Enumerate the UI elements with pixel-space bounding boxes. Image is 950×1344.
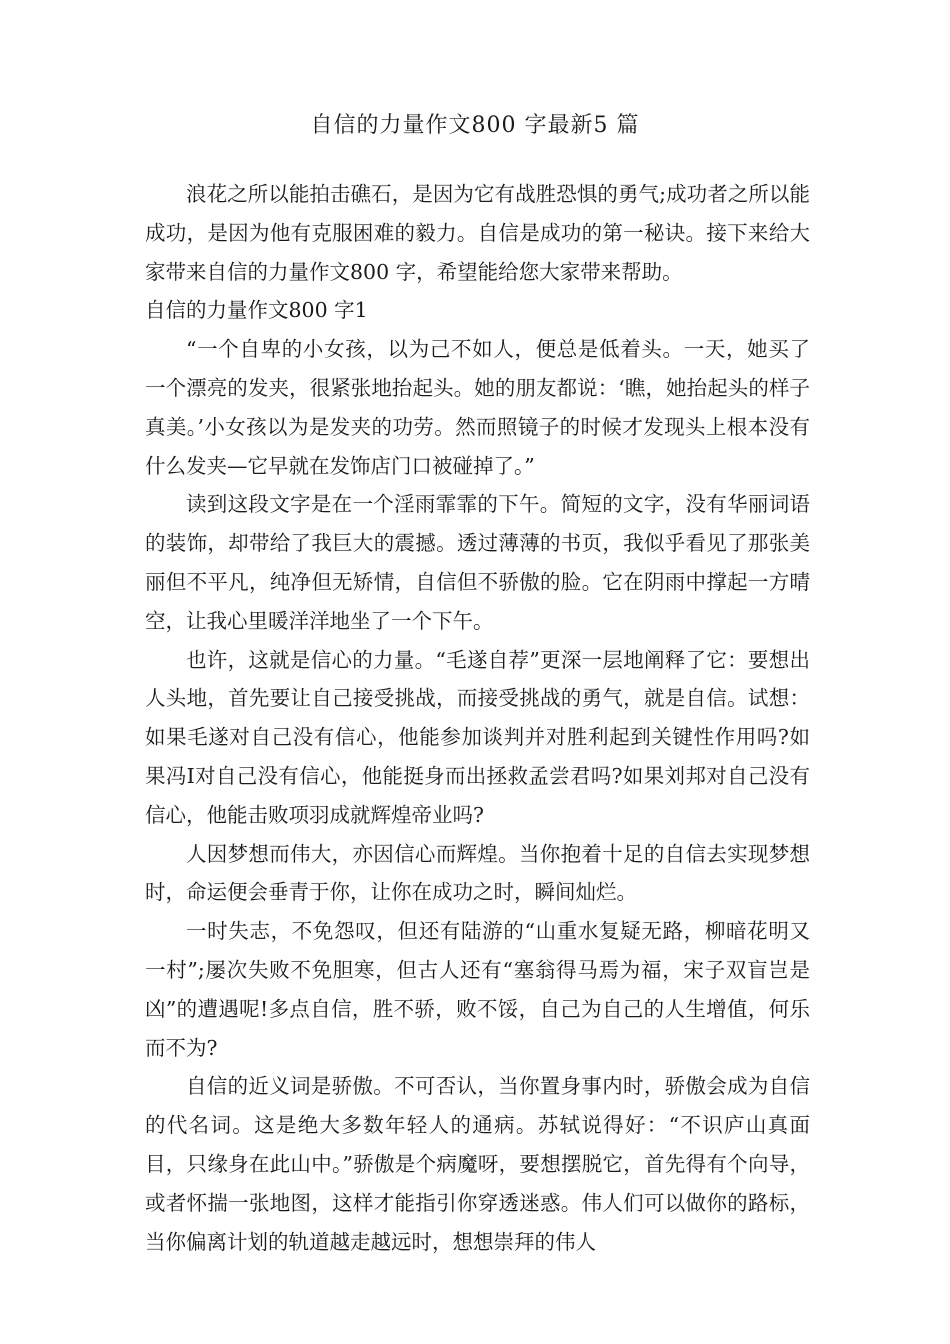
paragraph: 自信的近义词是骄傲。不可否认，当你置身事内时，骄傲会成为自信的代名词。这是绝大多数年轻人的通病。苏轼说得好：“不识庐山真面目，只缘身在此山中。”骄傲是个病魔呀，要想摆脱它，首先得有个向导，或者怀揣一张地图，这样才能指引你穿透迷惑。伟人们可以做你的路标，当你偏离计划的轨道越走越远时，想想崇拜的伟人	[145, 1074, 810, 1254]
paragraph: 也许，这就是信心的力量。“毛遂自荐”更深一层地阐释了它：要想出人头地，首先要让自己接受挑战，而接受挑战的勇气，就是自信。试想：如果毛遂对自己没有信心，他能参加谈判并对胜利起到关键性作用吗?如果冯Ⅰ对自己没有信心，他能挺身而出拯救孟尝君吗?如果刘邦对自己没有信心，他能击败项羽成就辉煌帝业吗?	[145, 647, 810, 827]
paragraph: 一时失志，不免怨叹，但还有陆游的“山重水复疑无路，柳暗花明又一村”;屡次失败不免胆寒，但古人还有“塞翁得马焉为福，宋子双盲岂是凶”的遭遇呢!多点自信，胜不骄，败不馁，自己为自己的人生增值，何乐而不为?	[145, 919, 810, 1060]
document-body	[145, 175, 810, 1261]
paragraph: 人因梦想而伟大，亦因信心而辉煌。当你抱着十足的自信去实现梦想时，命运便会垂青于你，让你在成功之时，瞬间灿烂。	[145, 841, 810, 905]
section-heading: 自信的力量作文800 字1	[145, 298, 368, 323]
document-title: 自信的力量作文800 字最新5 篇	[310, 113, 640, 138]
paragraph: 读到这段文字是在一个淫雨霏霏的下午。简短的文字，没有华丽词语的装饰，却带给了我巨大的震撼。透过薄薄的书页，我似乎看见了那张美丽但不平凡，纯净但无矫情，自信但不骄傲的脸。它在阴雨中撑起一方晴空，让我心里暖洋洋地坐了一个下午。	[145, 492, 810, 633]
paragraph-intro: 浪花之所以能拍击礁石，是因为它有战胜恐惧的勇气;成功者之所以能成功，是因为他有克服困难的毅力。自信是成功的第一秘诀。接下来给大家带来自信的力量作文800 字，希望能给您大家带来帮助。	[145, 182, 810, 284]
paragraph-quote: “一个自卑的小女孩，以为己不如人，便总是低着头。一天，她买了一个漂亮的发夹，很紧张地抬起头。她的朋友都说：‘瞧，她抬起头的样子真美。’小女孩以为是发夹的功劳。然而照镜子的时候才发现头上根本没有什么发夹—它早就在发饰店门口被碰掉了。”	[145, 337, 810, 478]
